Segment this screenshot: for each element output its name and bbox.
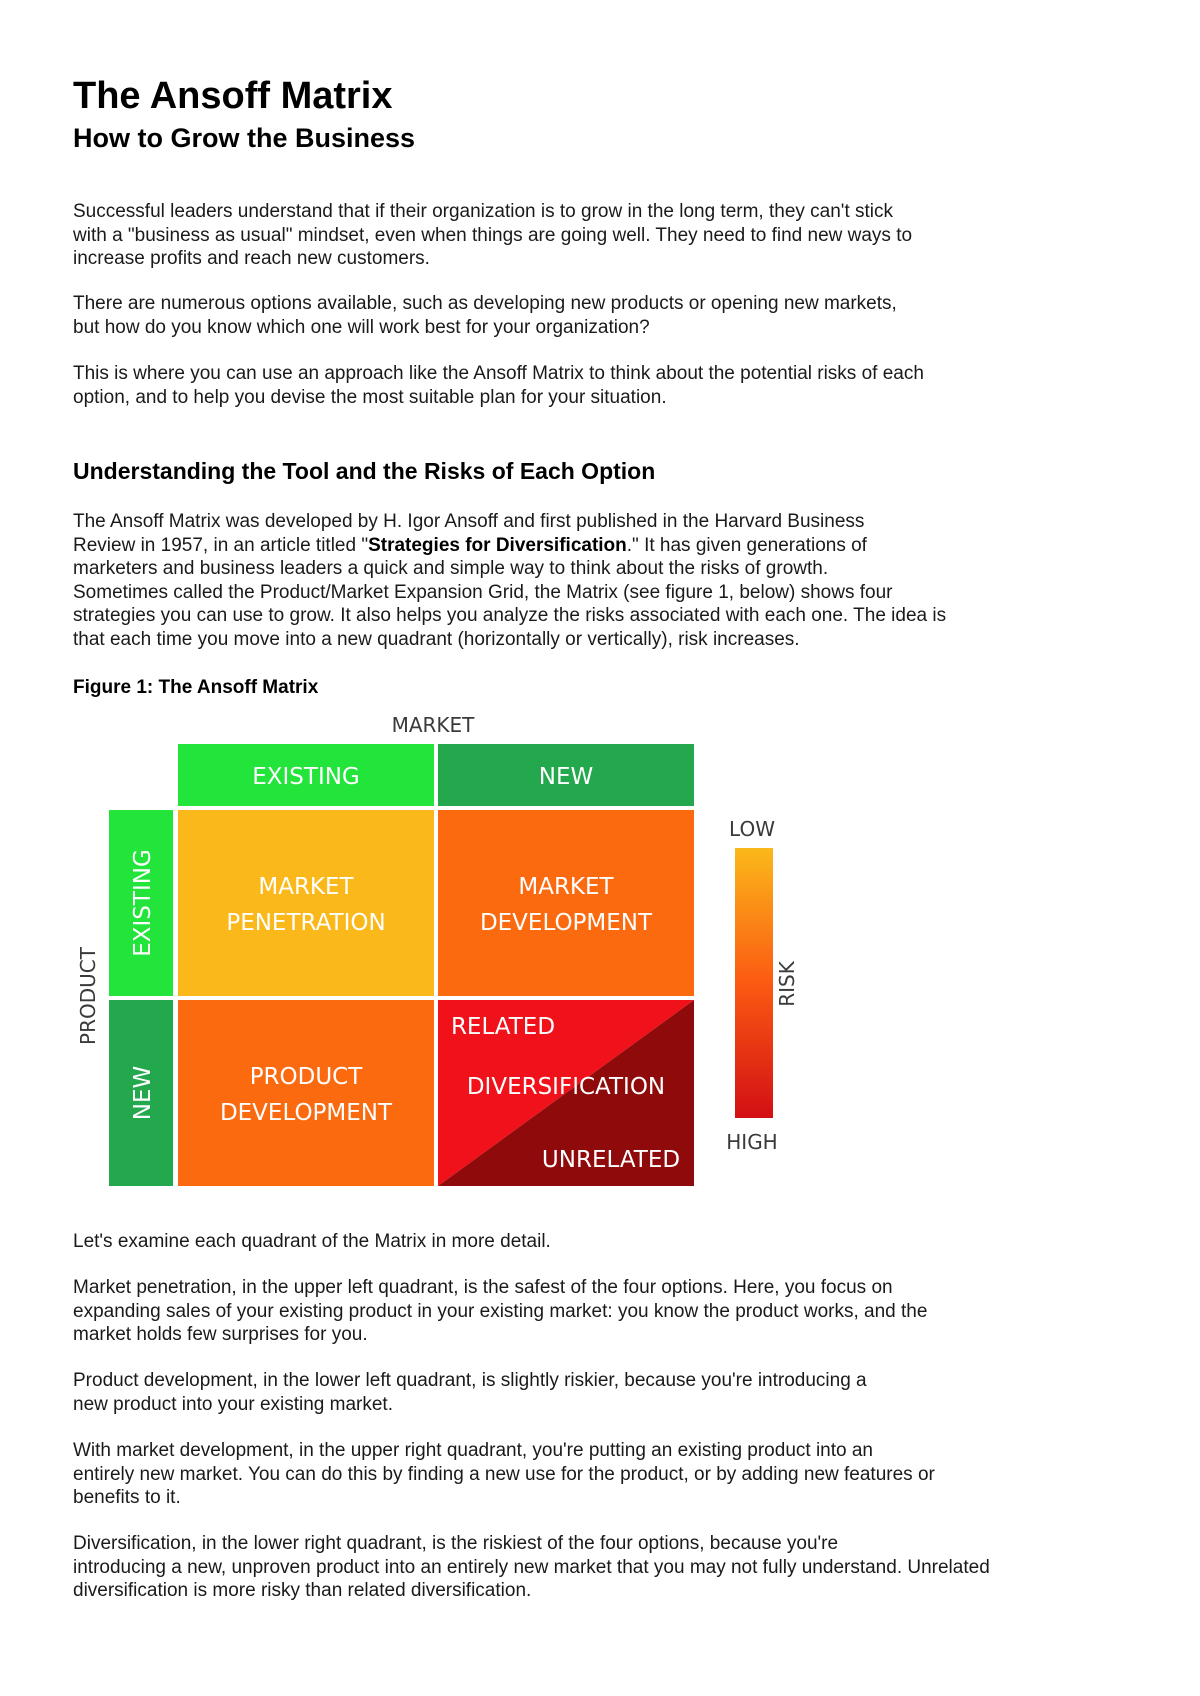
quadrant-label-line: PRODUCT [249, 1064, 363, 1090]
risk-low-label: LOW [729, 817, 775, 841]
product-axis-label: PRODUCT [76, 947, 100, 1045]
text-line: strategies you can use to grow. It also helps you analyze the risks associated with each one. The idea is [73, 605, 947, 626]
text-line: that each time you move into a new quadrant (horizontally or vertically), risk increases. [73, 628, 800, 650]
quadrant-label-line: DEVELOPMENT [219, 1100, 393, 1126]
text-line: increase profits and reach new customers. [73, 248, 430, 269]
after-paragraph-3 [73, 1369, 867, 1416]
text-line: Product development, in the lower left quadrant, is slightly riskier, because you're introducing a [73, 1370, 867, 1391]
text-line: Sometimes called the Product/Market Expansion Grid, the Matrix (see figure 1, below) shows four [73, 581, 893, 603]
column-header-new: NEW [538, 764, 594, 790]
row-header-existing: EXISTING [130, 849, 156, 957]
text-line: entirely new market. You can do this by finding a new use for the product, or by adding new features or [73, 1463, 935, 1485]
ansoff-matrix-figure [73, 706, 833, 1276]
text-line: with a "business as usual" mindset, even when things are going well. They need to find new ways to [73, 224, 913, 246]
page-subtitle: How to Grow the Business [73, 123, 416, 153]
quadrant-label-line: PENETRATION [226, 910, 386, 936]
text-line: introducing a new, unproven product into an entirely new market that you may not fully understand. Unrelated [73, 1556, 990, 1578]
text-segment: Review in 1957, in an article titled " [73, 534, 369, 556]
section-paragraph [73, 510, 946, 651]
market-axis-label: MARKET [391, 713, 475, 737]
article-title: Strategies for Diversification [368, 534, 627, 556]
text-line: There are numerous options available, such as developing new products or opening new markets, [73, 293, 897, 314]
quadrant-market-penetration [178, 810, 434, 996]
intro-paragraph-3 [73, 362, 924, 409]
text-line: Let's examine each quadrant of the Matrix in more detail. [73, 1231, 551, 1252]
section-heading: Understanding the Tool and the Risks of Each Option [73, 458, 656, 484]
text-line: market holds few surprises for you. [73, 1324, 368, 1345]
related-label: RELATED [450, 1014, 556, 1040]
after-paragraph-1 [73, 1230, 551, 1254]
text-line: Diversification, in the lower right quadrant, is the riskiest of the four options, because you're [73, 1533, 839, 1554]
after-paragraph-4 [73, 1439, 935, 1510]
figure-caption: Figure 1: The Ansoff Matrix [73, 677, 319, 698]
text-line: The Ansoff Matrix was developed by H. Igor Ansoff and first published in the Harvard Business [73, 511, 865, 532]
quadrant-label-line: DEVELOPMENT [479, 910, 653, 936]
unrelated-label: UNRELATED [541, 1147, 681, 1173]
text-line [73, 534, 946, 558]
text-line: new product into your existing market. [73, 1393, 393, 1415]
text-line: With market development, in the upper right quadrant, you're putting an existing product into an [73, 1440, 873, 1461]
quadrant-label-line: MARKET [258, 874, 354, 900]
quadrant-label-line: MARKET [518, 874, 614, 900]
row-header-new: NEW [130, 1065, 156, 1121]
text-line: option, and to help you devise the most suitable plan for your situation. [73, 386, 667, 408]
diversification-label: DIVERSIFICATION [466, 1074, 666, 1100]
text-line: but how do you know which one will work best for your organization? [73, 316, 650, 338]
risk-gradient-bar [735, 848, 773, 1118]
text-line: diversification is more risky than related diversification. [73, 1580, 532, 1601]
ansoff-matrix-graphic [73, 706, 833, 1276]
column-header-existing: EXISTING [252, 764, 360, 790]
quadrant-product-development [178, 1000, 434, 1186]
text-line: expanding sales of your existing product in your existing market: you know the product works, and the [73, 1300, 928, 1322]
page-title: The Ansoff Matrix [73, 75, 393, 117]
quadrant-market-development [438, 810, 694, 996]
text-segment: ." It has given generations of [626, 534, 867, 556]
text-line: This is where you can use an approach like the Ansoff Matrix to think about the potential risks of each [73, 363, 924, 384]
intro-paragraph-1 [73, 200, 912, 271]
text-line: Market penetration, in the upper left quadrant, is the safest of the four options. Here, you focus on [73, 1277, 893, 1298]
text-line: benefits to it. [73, 1487, 181, 1508]
risk-axis-label: RISK [775, 961, 799, 1007]
after-paragraph-5 [73, 1532, 990, 1603]
risk-high-label: HIGH [726, 1130, 778, 1154]
text-line: marketers and business leaders a quick and simple way to think about the risks of growth. [73, 558, 829, 579]
text-line: Successful leaders understand that if their organization is to grow in the long term, they can't stick [73, 201, 893, 222]
intro-paragraph-2 [73, 292, 897, 339]
after-paragraph-2 [73, 1276, 927, 1347]
